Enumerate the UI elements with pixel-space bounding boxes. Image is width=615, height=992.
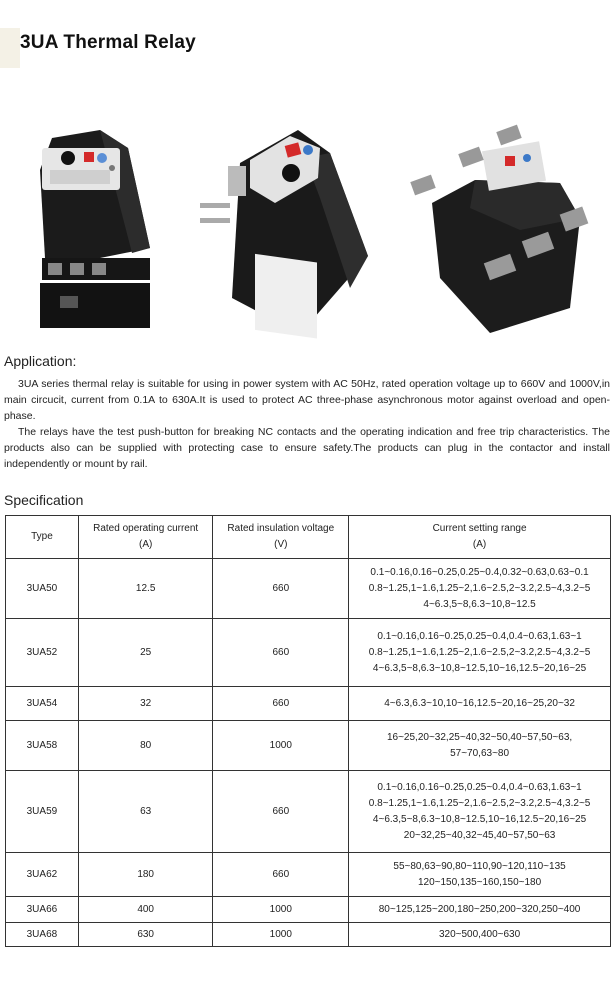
cell-current: 180 [78, 853, 213, 897]
type-label: 3UA58 [26, 739, 58, 751]
cell-range: 0.1~0.16,0.16~0.25,0.25~0.4,0.4~0.63,1.63~1 0.8~1.25,1~1.6,1.25~2,1.6~2.5,2~3.2,2.5~4,3.2~5 4~6.3,5~8,6.3~10,8~12.5,10~16,12.5~20,16~25 20~32,25~40,32~45,40~57,50~63 [349, 771, 611, 853]
header-setting-range: Current setting range (A) [349, 516, 611, 559]
cell-type [6, 853, 79, 897]
cell-range: 80~125,125~200,180~250,200~320,250~400 [349, 897, 611, 923]
cell-current: 32 [78, 687, 213, 721]
cell-voltage: 660 [213, 771, 349, 853]
relay-photo-3 [410, 125, 588, 333]
relay-photo-1 [40, 130, 150, 328]
cell-type [6, 721, 79, 771]
cell-type [6, 897, 79, 923]
table-row [6, 771, 611, 853]
header-rated-current: Rated operating current (A) [78, 516, 213, 559]
cell-current: 80 [78, 721, 213, 771]
header-insulation-voltage: Rated insulation voltage (V) [213, 516, 349, 559]
cell-range: 16~25,20~32,25~40,32~50,40~57,50~63, 57~70,63~80 [349, 721, 611, 771]
page-title: 3UA Thermal Relay [20, 32, 196, 53]
type-label: 3UA50 [26, 582, 58, 594]
cell-range: 0.1~0.16,0.16~0.25,0.25~0.4,0.4~0.63,1.63~1 0.8~1.25,1~1.6,1.25~2,1.6~2.5,2~3.2,2.5~4,3.2~5 4~6.3,5~8,6.3~10,8~12.5,10~16,12.5~20,16~25 [349, 619, 611, 687]
type-label: 3UA59 [26, 805, 58, 817]
cell-type [6, 619, 79, 687]
cell-current: 25 [78, 619, 213, 687]
product-photos [0, 108, 615, 348]
cell-current: 400 [78, 897, 213, 923]
table-row [6, 721, 611, 771]
application-text [4, 376, 610, 472]
cell-current: 12.5 [78, 559, 213, 619]
cell-range: 320~500,400~630 [349, 923, 611, 947]
type-label: 3UA54 [26, 697, 58, 709]
cell-type [6, 559, 79, 619]
type-label: 3UA66 [26, 903, 58, 915]
table-row [6, 853, 611, 897]
cell-voltage: 1000 [213, 897, 349, 923]
table-row [6, 923, 611, 947]
cell-voltage: 660 [213, 619, 349, 687]
table-row [6, 897, 611, 923]
cell-current: 630 [78, 923, 213, 947]
header-type: Type [6, 516, 79, 559]
cell-range: 0.1~0.16,0.16~0.25,0.25~0.4,0.32~0.63,0.63~0.1 0.8~1.25,1~1.6,1.25~2,1.6~2.5,2~3.2,2.5~4,3.2~5 4~6.3,5~8,6.3~10,8~12.5 [349, 559, 611, 619]
cell-type [6, 687, 79, 721]
cell-type [6, 923, 79, 947]
table-row [6, 559, 611, 619]
type-label: 3UA62 [26, 868, 58, 880]
cell-voltage: 1000 [213, 923, 349, 947]
cell-voltage: 660 [213, 853, 349, 897]
type-label: 3UA68 [26, 928, 58, 940]
cell-type [6, 771, 79, 853]
cell-voltage: 660 [213, 559, 349, 619]
cell-current: 63 [78, 771, 213, 853]
specification-table [5, 515, 611, 947]
cell-range: 4~6.3,6.3~10,10~16,12.5~20,16~25,20~32 [349, 687, 611, 721]
table-row [6, 619, 611, 687]
cell-voltage: 660 [213, 687, 349, 721]
application-paragraph-1: 3UA series thermal relay is suitable for using in power system with AC 50Hz, rated operation voltage up to 660V and 1000V,in main circucit, current from 0.1A to 630A.It is used to protect AC three-phase asynchronous motor against overload and open-phase. [4, 378, 610, 422]
title-bar [0, 28, 615, 68]
application-heading: Application: [4, 353, 77, 369]
relay-photo-2 [200, 130, 368, 339]
specification-heading: Specification [4, 492, 84, 508]
cell-voltage: 1000 [213, 721, 349, 771]
application-paragraph-2: The relays have the test push-button for breaking NC contacts and the operating indication and free trip characteristics. The products also can be supplied with protecting case to ensure safety.The products can plug in the contactor and install independently or mount by rail. [4, 426, 610, 470]
type-label: 3UA52 [26, 646, 58, 658]
table-row [6, 687, 611, 721]
cell-range: 55~80,63~90,80~110,90~120,110~135 120~150,135~160,150~180 [349, 853, 611, 897]
table-header-row [6, 516, 611, 559]
title-accent [0, 28, 20, 68]
